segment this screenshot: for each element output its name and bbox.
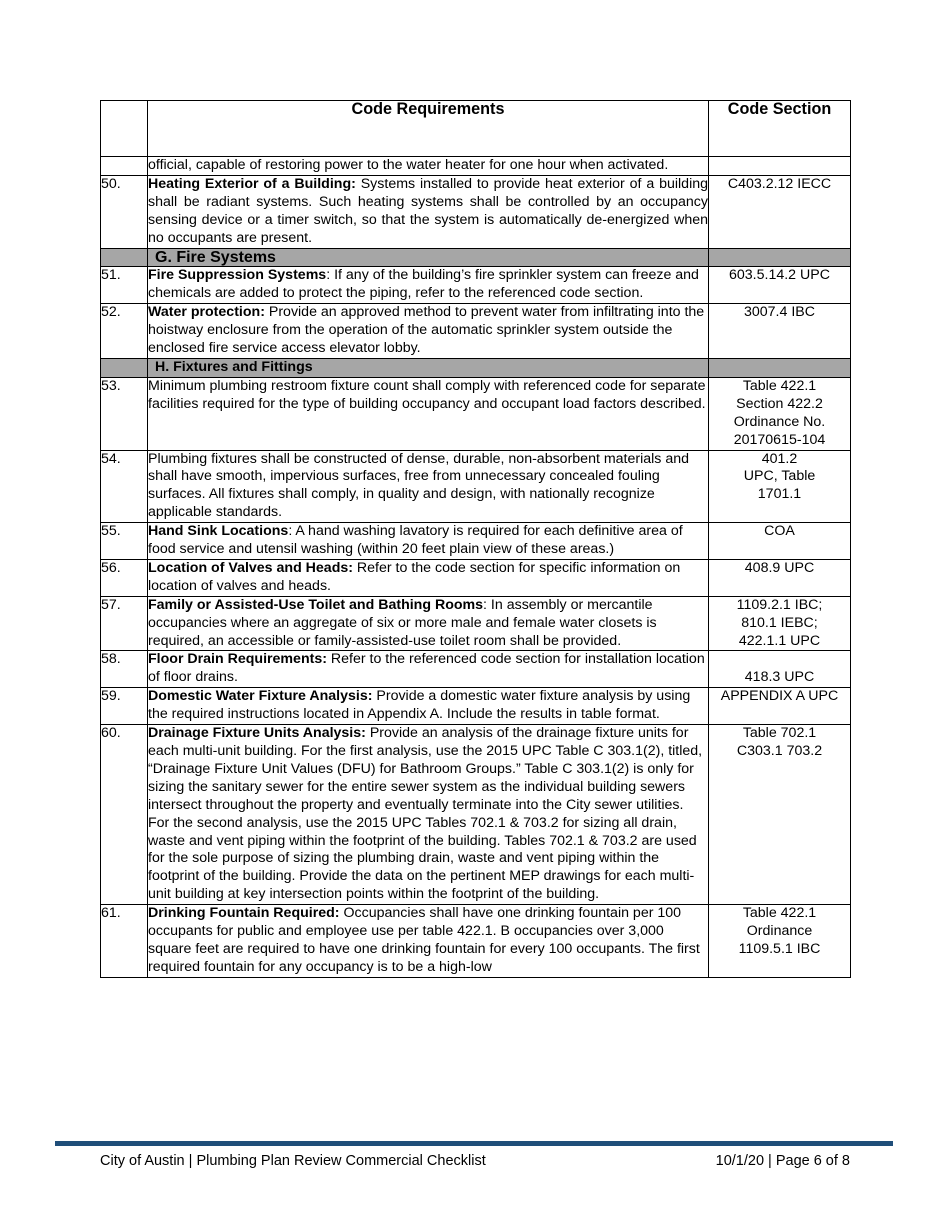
row-number: 55. <box>101 523 148 560</box>
code-section <box>709 725 851 905</box>
section-heading: H. Fixtures and Fittings <box>148 358 709 377</box>
row-number: 59. <box>101 688 148 725</box>
code-section <box>709 450 851 523</box>
table-row-55 <box>101 523 851 560</box>
row-number: 60. <box>101 725 148 905</box>
requirement-text: : In assembly or mercantile occupancies where an aggregate of six or more male and female water closets is required, an accessible or family-assisted-use toilet room shall be provided. <box>148 596 657 649</box>
requirement-text: Minimum plumbing restroom fixture count shall comply with referenced code for separate facilities required for the type of building occupancy and occupant load factors described. <box>148 377 709 450</box>
table-row-56 <box>101 559 851 596</box>
section-column-header: Code Section <box>709 101 851 157</box>
code-section: 3007.4 IBC <box>709 304 851 359</box>
requirement-cell <box>148 688 709 725</box>
code-section: C403.2.12 IECC <box>709 175 851 248</box>
section-row-fire-systems <box>101 248 851 267</box>
code-section <box>709 377 851 450</box>
code-section <box>709 157 851 176</box>
requirement-text: Provide an analysis of the drainage fixture units for each multi-unit building. For the first analysis, use the 2015 UPC Table C 303.1(2), titled, “Drainage Fixture Unit Values (DFU) for Bathroom Groups.” Table C 303.1(2) is only for sizing the sanitary sewer for the entire sewer system as the individual building sewers intersect throughout the property and eventually terminate into the City sewer utilities. For the second analysis, use the 2015 UPC Tables 702.1 & 703.2 for sizing all drain, waste and vent piping within the footprint of the building. Tables 702.1 & 703.2 are used for the sole purpose of sizing the plumbing drain, waste and vent piping within the footprint of the building. Provide the data on the pertinent MEP drawings for each multi-unit building at key intersection points within the footprint of the building. <box>148 725 703 903</box>
code-section-line: Table 422.1 <box>742 905 817 922</box>
requirement-text: : A hand washing lavatory is required for each definitive area of food service and utensil washing (within 20 feet plain view of these areas.) <box>148 523 683 558</box>
requirement-text: Provide an approved method to prevent water from infiltrating into the hoistway enclosure from the operation of the automatic sprinkler system outside the enclosed fire service access elevator lobby. <box>148 304 705 357</box>
row-number: 56. <box>101 559 148 596</box>
code-section-line: Ordinance No. <box>733 413 826 430</box>
requirement-cell <box>148 905 709 978</box>
row-number: 51. <box>101 267 148 304</box>
footer-date-page: 10/1/20 | Page 6 of 8 <box>715 1153 850 1169</box>
table-row-52 <box>101 304 851 359</box>
requirement-text: Refer to the referenced code section for installation location of floor drains. <box>148 651 705 686</box>
section-row-fixtures-and-fittings <box>101 358 851 377</box>
requirement-title: Domestic Water Fixture Analysis: <box>148 688 373 705</box>
code-section: 603.5.14.2 UPC <box>709 267 851 304</box>
requirement-text: Provide a domestic water fixture analysis by using the required instructions located in Appendix A. Include the results in table format. <box>148 688 691 723</box>
table-row-60 <box>101 725 851 905</box>
table-row-continuation <box>101 157 851 176</box>
row-number: 52. <box>101 304 148 359</box>
requirement-title: Fire Suppression Systems <box>148 267 327 284</box>
table-row-61 <box>101 905 851 978</box>
code-section-line: 1701.1 <box>757 486 802 503</box>
code-section-line: 422.1.1 UPC <box>738 632 821 649</box>
requirement-title: Family or Assisted-Use Toilet and Bathing Rooms <box>148 596 484 613</box>
table-row-58 <box>101 651 851 688</box>
requirement-title: Drinking Fountain Required: <box>148 905 340 922</box>
requirement-cell <box>148 559 709 596</box>
requirement-cell <box>148 725 709 905</box>
code-section-line: 1109.2.1 IBC; <box>736 596 823 613</box>
footer-divider <box>55 1141 893 1146</box>
requirement-title: Heating Exterior of a Building: <box>148 175 356 192</box>
requirement-text: official, capable of restoring power to the water heater for one hour when activated. <box>148 157 709 176</box>
row-number: 57. <box>101 596 148 651</box>
row-number: 61. <box>101 905 148 978</box>
number-column-header <box>101 101 148 157</box>
table-row-54 <box>101 450 851 523</box>
table-header-row <box>101 101 851 157</box>
requirement-cell <box>148 596 709 651</box>
requirement-cell <box>148 175 709 248</box>
requirement-cell <box>148 523 709 560</box>
table-row-57 <box>101 596 851 651</box>
footer-document-title: City of Austin | Plumbing Plan Review Commercial Checklist <box>100 1153 486 1169</box>
row-number: 50. <box>101 175 148 248</box>
requirement-title: Location of Valves and Heads: <box>148 559 353 576</box>
table-row-53 <box>101 377 851 450</box>
requirement-text: Plumbing fixtures shall be constructed of dense, durable, non-absorbent materials and shall have smooth, impervious surfaces, free from unnecessary concealed fouling surfaces. All fixtures shall comply, in quality and design, with nationally recognize applicable standards. <box>148 450 709 523</box>
code-section: 408.9 UPC <box>709 559 851 596</box>
code-section: COA <box>709 523 851 560</box>
requirement-cell <box>148 304 709 359</box>
requirement-text: Occupancies shall have one drinking fountain per 100 occupants for public and employee use per table 422.1. B occupancies over 3,000 square feet are required to have one drinking fountain for every 100 occupants. The first required fountain for any occupancy is to be a high-low <box>148 905 700 975</box>
requirement-text: Refer to the code section for specific information on location of valves and heads. <box>148 559 681 594</box>
code-section-line: Table 702.1 <box>742 725 817 742</box>
code-section-line: Table 422.1 <box>742 377 817 394</box>
code-section: 418.3 UPC <box>709 651 851 688</box>
code-section <box>709 905 851 978</box>
code-section-line: Ordinance <box>746 923 813 940</box>
table-row-50 <box>101 175 851 248</box>
requirement-cell <box>148 651 709 688</box>
code-section-line: 20170615-104 <box>733 431 826 448</box>
section-heading: G. Fire Systems <box>148 248 709 267</box>
code-section-line: C303.1 703.2 <box>736 743 823 759</box>
code-section-line: 1109.5.1 IBC <box>738 940 821 957</box>
row-number: 54. <box>101 450 148 523</box>
table-row-51 <box>101 267 851 304</box>
code-section-line: 401.2 <box>761 450 798 467</box>
requirements-column-header: Code Requirements <box>148 101 709 157</box>
row-number: 58. <box>101 651 148 688</box>
table-row-59 <box>101 688 851 725</box>
code-section: APPENDIX A UPC <box>709 688 851 725</box>
requirement-cell <box>148 267 709 304</box>
requirement-title: Water protection: <box>148 304 265 321</box>
requirement-title: Hand Sink Locations <box>148 523 289 540</box>
requirement-title: Floor Drain Requirements: <box>148 651 327 668</box>
requirement-title: Drainage Fixture Units Analysis: <box>148 725 366 742</box>
code-requirements-table <box>100 100 851 978</box>
code-section-line: UPC, Table <box>743 468 816 485</box>
code-section-line: Section 422.2 <box>736 395 823 412</box>
row-number: 53. <box>101 377 148 450</box>
code-section <box>709 596 851 651</box>
code-section-line: 810.1 IEBC; <box>741 614 818 631</box>
requirement-text: : If any of the building’s fire sprinkler system can freeze and chemicals are added to protect the piping, refer to the referenced code section. <box>148 267 699 302</box>
requirement-text: Systems installed to provide heat exterior of a building shall be radiant systems. Such heating systems shall be controlled by an occupancy sensing device or a timer switch, so that the system is automatically de-energized when no occupants are present. <box>148 175 709 246</box>
